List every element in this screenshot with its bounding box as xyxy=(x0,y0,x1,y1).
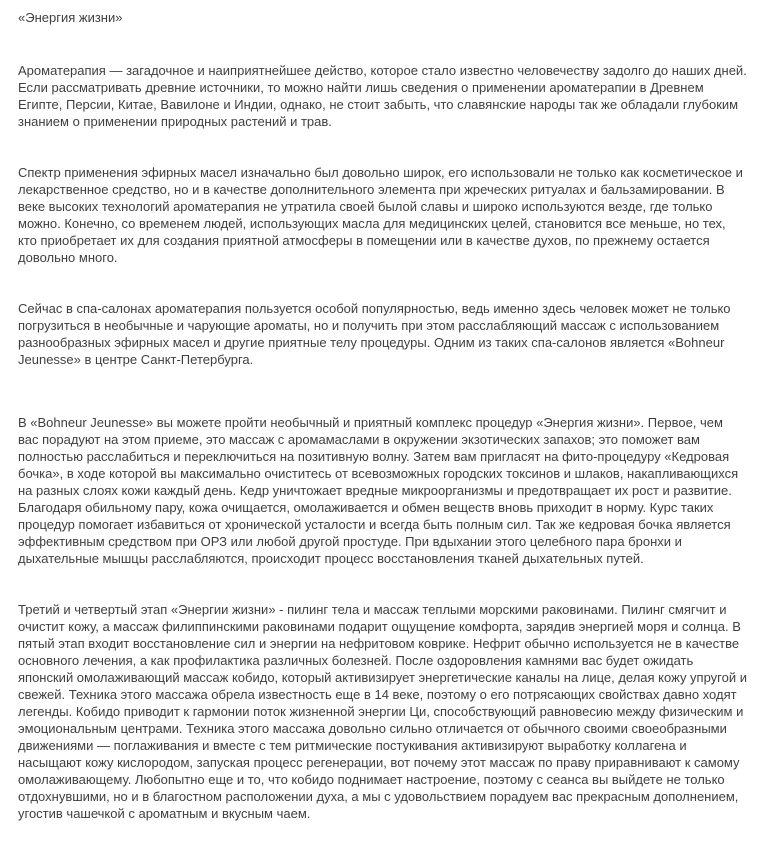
paragraph-stages-three-to-five: Третий и четвертый этап «Энергии жизни» - пилинг тела и массаж теплыми морскими раковинами. Пилинг смягчит и очистит кожу, а массаж филиппинскими раковинами подарит ощущение комфорта, зарядив энергией моря и солнца. В пятый этап входит восстановление сил и энергии на нефритовом коврике. Нефрит обычно используется не в качестве основного лечения, а как профилактика различных болезней. После оздоровления камнями вас будет ожидать японский омолаживающий массаж кобидо, который активизирует энергетические каналы на лице, делая кожу упругой и свежей. Техника этого массажа обрела известность еще в 14 веке, поэтому о его потрясающих свойствах давно ходят легенды. Кобидо приводит к гармонии поток жизненной энергии Ци, способствующий равновесию между физическим и эмоциональным центрами. Техника этого массажа довольно сильно отличается от обычного своими своеобразными движениями — поглаживания и вместе с тем ритмические постукивания активизируют выработку коллагена и насыщают кожу кислородом, запуская процесс регенерации, вот почему этот массаж по праву приравнивают к самому омолаживающему. Любопытно еще и то, что кобидо поднимает настроение, поэтому с сеанса вы выйдете не только отдохнувшими, но и в благостном расположении духа, а мы с удовольствием порадуем вас прекрасным дополнением, угостив чашечкой с ароматным и вкусным чаем. xyxy=(18,602,747,821)
document-title: «Энергия жизни» xyxy=(18,10,123,25)
paragraph-spa-salons: Сейчас в спа-салонах ароматерапия пользуется особой популярностью, ведь именно здесь человек может не только погрузиться в необычные и чарующие ароматы, но и получить при этом расслабляющий массаж с использованием разнообразных эфирных масел и другие приятные телу процедуры. Одним из таких спа-салонов является «Bohneur Jeunesse» в центре Санкт-Петербурга. xyxy=(18,301,731,367)
paragraph-essential-oils-uses: Спектр применения эфирных масел изначально был довольно широк, его использовали не только как косметическое и лекарственное средство, но и в качестве дополнительного элемента при жреческих ритуалах и бальзамировании. В веке высоких технологий ароматерапия не утратила своей былой славы и широко используются везде, где только можно. Конечно, со временем людей, использующих масла для медицинских целей, становится все меньше, но тех, кто приобретает их для создания приятной атмосферы в помещении или в качестве духов, по прежнему остается довольно много. xyxy=(18,165,743,265)
paragraph-bohneur-jeunesse-program: В «Bohneur Jeunesse» вы можете пройти необычный и приятный комплекс процедур «Энергия жизни». Первое, чем вас порадуют на этом приеме, это массаж с аромамаслами в окружении экзотических запахов; это поможет вам полностью расслабиться и переключиться на позитивную волну. Затем вам пригласят на фито-процедуру «Кедровая бочка», в ходе которой вы максимально очиститесь от всевозможных городских токсинов и шлаков, накапливающихся на разных слоях кожи каждый день. Кедр уничтожает вредные микроорганизмы и предотвращает их рост и развитие. Благодаря обильному пару, кожа очищается, омолаживается и обмен веществ вновь приходит в норму. Курс таких процедур помогает избавиться от хронической усталости и всегда быть полным сил. Так же кедровая бочка является эффективным средством при ОРЗ или любой другой простуде. При вдыхании этого целебного пара бронхи и дыхательные мышцы расслабляются, происходит процесс восстановления тканей дыхательных путей. xyxy=(18,415,739,566)
paragraph-intro-aromatherapy: Ароматерапия — загадочное и наиприятнейшее действо, которое стало известно человечеству задолго до наших дней. Если рассматривать древние источники, то можно найти лишь сведения о применении ароматерапии в Древнем Египте, Персии, Китае, Вавилоне и Индии, однако, не стоит забыть, что славянские народы так же обладали глубоким знанием о применении природных растений и трав. xyxy=(18,63,747,129)
